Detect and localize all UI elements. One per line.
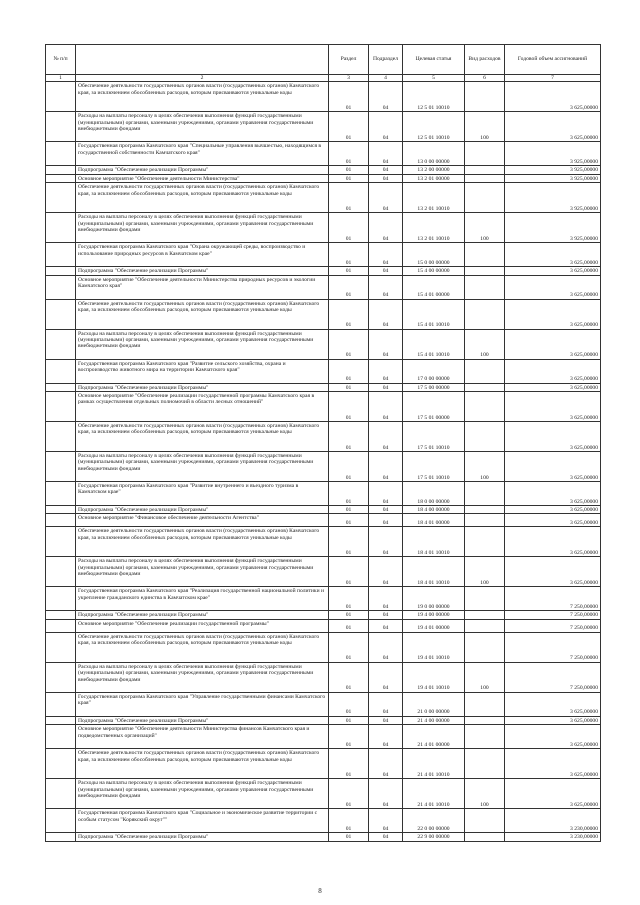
- cell-name: Расходы на выплаты персоналу в целях обеспечения выполнения функций государственными (муниципальными) органами, казенными учреждениями, органами управления государственными внебюджетными фондами: [76, 452, 329, 482]
- cell-podrazdel: 04: [369, 506, 403, 514]
- cell-name: Обеспечение деятельности государственных органов власти (государственных органов) Камчатского края, за исключением обособленных расходов, которым присваиваются уникальные коды: [76, 82, 329, 112]
- cell-vid: [465, 716, 505, 724]
- cell-target: 21 4 01 00000: [403, 725, 465, 749]
- cell-razdel: 01: [329, 619, 369, 632]
- cell-vid: [465, 275, 505, 299]
- cell-target: 17 0 00 00000: [403, 359, 465, 383]
- cell-sum: 7 250,00000: [505, 587, 601, 611]
- cell-vid: [465, 299, 505, 329]
- cell-name: Государственная программа Камчатского края "Управление государственными финансами Камчатского края": [76, 692, 329, 716]
- cell-num: [46, 112, 76, 142]
- cell-sum: 3 625,00000: [505, 557, 601, 587]
- cell-name: Расходы на выплаты персоналу в целях обеспечения выполнения функций государственными (муниципальными) органами, казенными учреждениями, органами управления государственными внебюджетными фондами: [76, 213, 329, 243]
- cell-sum: 3 625,00000: [505, 329, 601, 359]
- cell-podrazdel: 04: [369, 619, 403, 632]
- cell-sum: 3 625,00000: [505, 506, 601, 514]
- cell-podrazdel: 04: [369, 383, 403, 391]
- table-row: [46, 527, 601, 557]
- table-row: [46, 275, 601, 299]
- cell-vid: [465, 611, 505, 619]
- budget-table: [45, 44, 601, 842]
- cell-target: 21 4 01 10010: [403, 779, 465, 809]
- cell-podrazdel: 04: [369, 452, 403, 482]
- table-row: [46, 213, 601, 243]
- cell-name: Государственная программа Камчатского края "Реализация государственной национальной политики и укрепление гражданского единства в Камчатском крае": [76, 587, 329, 611]
- cell-target: 17 5 00 00000: [403, 383, 465, 391]
- table-row: [46, 299, 601, 329]
- cell-podrazdel: 04: [369, 112, 403, 142]
- cell-target: 19 4 01 10010: [403, 662, 465, 692]
- table-row: [46, 142, 601, 166]
- cell-num: [46, 359, 76, 383]
- cell-vid: [465, 749, 505, 779]
- cell-sum: 3 625,00000: [505, 267, 601, 275]
- cell-razdel: 01: [329, 243, 369, 267]
- cell-razdel: 01: [329, 662, 369, 692]
- cell-sum: 3 925,00000: [505, 213, 601, 243]
- cell-razdel: 01: [329, 716, 369, 724]
- cell-name: Основное мероприятие "Финансовое обеспечение деятельности Агентства": [76, 514, 329, 527]
- cell-sum: 3 230,00000: [505, 809, 601, 833]
- cell-sum: 3 625,00000: [505, 716, 601, 724]
- cell-num: [46, 183, 76, 213]
- cell-podrazdel: 04: [369, 183, 403, 213]
- cell-num: [46, 392, 76, 422]
- cell-razdel: 01: [329, 809, 369, 833]
- cell-razdel: 01: [329, 422, 369, 452]
- cell-vid: [465, 833, 505, 841]
- cell-vid: [465, 725, 505, 749]
- cell-target: 18 4 01 10010: [403, 557, 465, 587]
- cell-name: Подпрограмма "Обеспечение реализации Программы": [76, 611, 329, 619]
- cell-razdel: 01: [329, 82, 369, 112]
- cell-name: Расходы на выплаты персоналу в целях обеспечения выполнения функций государственными (муниципальными) органами, казенными учреждениями, органами управления государственными внебюджетными фондами: [76, 662, 329, 692]
- cell-target: 15 4 01 10010: [403, 329, 465, 359]
- table-body: [46, 82, 601, 841]
- cell-podrazdel: 04: [369, 142, 403, 166]
- table-row: [46, 632, 601, 662]
- cell-sum: 3 625,00000: [505, 692, 601, 716]
- table-row: [46, 716, 601, 724]
- cell-vid: 100: [465, 329, 505, 359]
- cell-sum: 3 625,00000: [505, 422, 601, 452]
- cell-sum: 3 625,00000: [505, 392, 601, 422]
- cell-sum: 3 925,00000: [505, 183, 601, 213]
- header-sum: Годовой объем ассигнований: [505, 45, 601, 75]
- cell-name: Основное мероприятие "Обеспечение деятельности Министерства финансов Камчатского края и подведомственных организаций": [76, 725, 329, 749]
- cell-name: Государственная программа Камчатского края "Охрана окружающей среды, воспроизводство и использование природных ресурсов в Камчатском крае": [76, 243, 329, 267]
- cell-podrazdel: 04: [369, 392, 403, 422]
- cell-name: Основное мероприятие "Обеспечение реализации государственной программы Камчатского края в рамках осуществления отдельных полномочий в области лесных отношений": [76, 392, 329, 422]
- cell-sum: 3 625,00000: [505, 82, 601, 112]
- cell-razdel: 01: [329, 692, 369, 716]
- cell-target: 17 5 01 10010: [403, 422, 465, 452]
- cell-vid: [465, 267, 505, 275]
- cell-num: [46, 267, 76, 275]
- cell-num: [46, 833, 76, 841]
- cell-name: Подпрограмма "Обеспечение реализации Программы": [76, 833, 329, 841]
- cell-podrazdel: 04: [369, 174, 403, 182]
- header-podrazdel: Подраздел: [369, 45, 403, 75]
- cell-name: Расходы на выплаты персоналу в целях обеспечения выполнения функций государственными (муниципальными) органами, казенными учреждениями, органами управления государственными внебюджетными фондами: [76, 779, 329, 809]
- cell-target: 15 4 00 00000: [403, 267, 465, 275]
- cell-name: Обеспечение деятельности государственных органов власти (государственных органов) Камчатского края, за исключением обособленных расходов, которым присваиваются уникальные коды: [76, 299, 329, 329]
- column-index-row: [46, 75, 601, 82]
- cell-target: 15 4 01 00000: [403, 275, 465, 299]
- table-row: [46, 514, 601, 527]
- cell-target: 15 0 00 00000: [403, 243, 465, 267]
- table-header-row: [46, 45, 601, 75]
- cell-podrazdel: 04: [369, 422, 403, 452]
- cell-num: [46, 275, 76, 299]
- cell-vid: [465, 632, 505, 662]
- table-row: [46, 833, 601, 841]
- cell-sum: 3 625,00000: [505, 482, 601, 506]
- cell-name: Подпрограмма "Обеспечение реализации Программы": [76, 267, 329, 275]
- cell-podrazdel: 04: [369, 166, 403, 174]
- cell-podrazdel: 04: [369, 587, 403, 611]
- cell-target: 19 4 01 00000: [403, 619, 465, 632]
- cell-razdel: 01: [329, 329, 369, 359]
- cell-podrazdel: 04: [369, 716, 403, 724]
- cell-sum: 3 625,00000: [505, 514, 601, 527]
- cell-name: Государственная программа Камчатского края "Развитие внутреннего и въездного туризма в Камчатском крае": [76, 482, 329, 506]
- cell-target: 19 4 01 10010: [403, 632, 465, 662]
- cell-vid: [465, 82, 505, 112]
- cell-name: Основное мероприятие "Обеспечение деятельности Министерства": [76, 174, 329, 182]
- header-target: Целевая статья: [403, 45, 465, 75]
- table-row: [46, 692, 601, 716]
- table-row: [46, 452, 601, 482]
- cell-podrazdel: 04: [369, 359, 403, 383]
- table-row: [46, 611, 601, 619]
- cell-vid: 100: [465, 779, 505, 809]
- cell-razdel: 01: [329, 514, 369, 527]
- cell-sum: 3 625,00000: [505, 779, 601, 809]
- cell-podrazdel: 04: [369, 692, 403, 716]
- cell-podrazdel: 04: [369, 662, 403, 692]
- cell-sum: 3 230,00000: [505, 833, 601, 841]
- cell-name: Подпрограмма "Обеспечение реализации Программы": [76, 166, 329, 174]
- cell-vid: [465, 514, 505, 527]
- table-row: [46, 243, 601, 267]
- column-index: 4: [369, 75, 403, 82]
- cell-podrazdel: 04: [369, 82, 403, 112]
- cell-name: Обеспечение деятельности государственных органов власти (государственных органов) Камчатского края, за исключением обособленных расходов, которым присваиваются уникальные коды: [76, 749, 329, 779]
- cell-razdel: 01: [329, 142, 369, 166]
- cell-target: 21 0 00 00000: [403, 692, 465, 716]
- cell-num: [46, 142, 76, 166]
- cell-razdel: 01: [329, 779, 369, 809]
- table-row: [46, 749, 601, 779]
- cell-target: 17 5 01 00000: [403, 392, 465, 422]
- cell-razdel: 01: [329, 383, 369, 391]
- cell-name: Подпрограмма "Обеспечение реализации Программы": [76, 716, 329, 724]
- cell-num: [46, 213, 76, 243]
- table-row: [46, 422, 601, 452]
- cell-sum: 3 625,00000: [505, 383, 601, 391]
- cell-vid: 100: [465, 662, 505, 692]
- cell-name: Основное мероприятие "Обеспечение реализации государственной программы": [76, 619, 329, 632]
- cell-target: 17 5 01 10010: [403, 452, 465, 482]
- cell-razdel: 01: [329, 725, 369, 749]
- cell-razdel: 01: [329, 359, 369, 383]
- cell-num: [46, 779, 76, 809]
- cell-vid: 100: [465, 112, 505, 142]
- table-row: [46, 809, 601, 833]
- cell-target: 15 4 01 10010: [403, 299, 465, 329]
- cell-num: [46, 514, 76, 527]
- cell-razdel: 01: [329, 452, 369, 482]
- cell-podrazdel: 04: [369, 275, 403, 299]
- table-row: [46, 662, 601, 692]
- cell-sum: 7 250,00000: [505, 632, 601, 662]
- cell-num: [46, 611, 76, 619]
- cell-name: Расходы на выплаты персоналу в целях обеспечения выполнения функций государственными (муниципальными) органами, казенными учреждениями, органами управления государственными внебюджетными фондами: [76, 112, 329, 142]
- cell-vid: [465, 359, 505, 383]
- cell-podrazdel: 04: [369, 299, 403, 329]
- cell-podrazdel: 04: [369, 329, 403, 359]
- cell-sum: 3 625,00000: [505, 112, 601, 142]
- cell-sum: 3 625,00000: [505, 725, 601, 749]
- cell-podrazdel: 04: [369, 557, 403, 587]
- cell-target: 18 0 00 00000: [403, 482, 465, 506]
- cell-razdel: 01: [329, 166, 369, 174]
- cell-vid: [465, 174, 505, 182]
- cell-sum: 3 925,00000: [505, 174, 601, 182]
- cell-vid: [465, 392, 505, 422]
- table-row: [46, 359, 601, 383]
- cell-name: Государственная программа Камчатского края "Социальное и экономическое развитие территории с особым статусом "Корякский округ"": [76, 809, 329, 833]
- cell-name: Обеспечение деятельности государственных органов власти (государственных органов) Камчатского края, за исключением обособленных расходов, которым присваиваются уникальные коды: [76, 632, 329, 662]
- cell-num: [46, 329, 76, 359]
- cell-razdel: 01: [329, 506, 369, 514]
- cell-vid: [465, 619, 505, 632]
- cell-name: Государственная программа Камчатского края "Специальные управления вычшестью, находящимся в государственной собственности Камчатского края": [76, 142, 329, 166]
- table-row: [46, 506, 601, 514]
- cell-sum: 3 625,00000: [505, 749, 601, 779]
- cell-vid: [465, 166, 505, 174]
- cell-razdel: 01: [329, 213, 369, 243]
- cell-num: [46, 809, 76, 833]
- cell-target: 12 5 01 10010: [403, 82, 465, 112]
- cell-razdel: 01: [329, 183, 369, 213]
- cell-num: [46, 452, 76, 482]
- cell-target: 22 9 00 00000: [403, 833, 465, 841]
- cell-sum: 3 625,00000: [505, 299, 601, 329]
- table-row: [46, 383, 601, 391]
- cell-podrazdel: 04: [369, 611, 403, 619]
- cell-target: 18 4 00 00000: [403, 506, 465, 514]
- cell-num: [46, 716, 76, 724]
- cell-podrazdel: 04: [369, 632, 403, 662]
- cell-sum: 3 625,00000: [505, 359, 601, 383]
- cell-target: 18 4 01 10010: [403, 527, 465, 557]
- cell-name: Обеспечение деятельности государственных органов власти (государственных органов) Камчатского края, за исключением обособленных расходов, которым присваиваются уникальные коды: [76, 422, 329, 452]
- table-row: [46, 166, 601, 174]
- budget-table-sheet: [45, 44, 600, 842]
- cell-sum: 3 925,00000: [505, 142, 601, 166]
- cell-razdel: 01: [329, 527, 369, 557]
- cell-vid: [465, 422, 505, 452]
- cell-target: 18 4 01 00000: [403, 514, 465, 527]
- cell-num: [46, 506, 76, 514]
- cell-vid: [465, 383, 505, 391]
- cell-num: [46, 749, 76, 779]
- column-index: 5: [403, 75, 465, 82]
- cell-name: Подпрограмма "Обеспечение реализации Программы": [76, 506, 329, 514]
- cell-vid: [465, 183, 505, 213]
- table-row: [46, 619, 601, 632]
- cell-razdel: 01: [329, 587, 369, 611]
- cell-target: 12 5 01 10010: [403, 112, 465, 142]
- cell-vid: [465, 587, 505, 611]
- cell-num: [46, 557, 76, 587]
- cell-target: 13 2 01 10010: [403, 183, 465, 213]
- cell-vid: 100: [465, 213, 505, 243]
- cell-target: 19 0 00 00000: [403, 587, 465, 611]
- table-row: [46, 779, 601, 809]
- cell-razdel: 01: [329, 392, 369, 422]
- header-vid: Вид расходов: [465, 45, 505, 75]
- cell-razdel: 01: [329, 275, 369, 299]
- cell-podrazdel: 04: [369, 809, 403, 833]
- cell-target: 13 2 01 10010: [403, 213, 465, 243]
- cell-sum: 3 625,00000: [505, 243, 601, 267]
- cell-razdel: 01: [329, 557, 369, 587]
- cell-name: Государственная программа Камчатского края "Развитие сельского хозяйства, охрана и воспроизводство животного мира на территории Камчатского края": [76, 359, 329, 383]
- cell-num: [46, 174, 76, 182]
- cell-vid: [465, 527, 505, 557]
- table-row: [46, 183, 601, 213]
- cell-num: [46, 619, 76, 632]
- cell-num: [46, 243, 76, 267]
- cell-num: [46, 166, 76, 174]
- cell-razdel: 01: [329, 482, 369, 506]
- cell-vid: [465, 142, 505, 166]
- cell-target: 13 0 00 00000: [403, 142, 465, 166]
- cell-razdel: 01: [329, 174, 369, 182]
- table-row: [46, 725, 601, 749]
- table-row: [46, 392, 601, 422]
- cell-podrazdel: 04: [369, 833, 403, 841]
- table-row: [46, 329, 601, 359]
- cell-num: [46, 82, 76, 112]
- cell-podrazdel: 04: [369, 213, 403, 243]
- cell-vid: [465, 506, 505, 514]
- cell-sum: 7 250,00000: [505, 611, 601, 619]
- cell-num: [46, 662, 76, 692]
- cell-vid: [465, 243, 505, 267]
- cell-podrazdel: 04: [369, 527, 403, 557]
- cell-num: [46, 527, 76, 557]
- cell-podrazdel: 04: [369, 267, 403, 275]
- table-row: [46, 82, 601, 112]
- table-row: [46, 482, 601, 506]
- cell-target: 21 4 00 00000: [403, 716, 465, 724]
- cell-podrazdel: 04: [369, 779, 403, 809]
- cell-sum: 3 925,00000: [505, 166, 601, 174]
- cell-vid: 100: [465, 452, 505, 482]
- cell-name: Обеспечение деятельности государственных органов власти (государственных органов) Камчатского края, за исключением обособленных расходов, которым присваиваются уникальные коды: [76, 183, 329, 213]
- page-number: 8: [318, 887, 322, 895]
- cell-sum: 7 250,00000: [505, 662, 601, 692]
- cell-razdel: 01: [329, 632, 369, 662]
- cell-vid: [465, 482, 505, 506]
- cell-num: [46, 692, 76, 716]
- cell-name: Расходы на выплаты персоналу в целях обеспечения выполнения функций государственными (муниципальными) органами, казенными учреждениями, органами управления государственными внебюджетными фондами: [76, 557, 329, 587]
- cell-vid: [465, 692, 505, 716]
- cell-sum: 3 625,00000: [505, 527, 601, 557]
- cell-num: [46, 725, 76, 749]
- cell-vid: [465, 809, 505, 833]
- table-row: [46, 557, 601, 587]
- cell-target: 22 0 00 00000: [403, 809, 465, 833]
- cell-razdel: 01: [329, 299, 369, 329]
- column-index: 2: [76, 75, 329, 82]
- cell-name: Расходы на выплаты персоналу в целях обеспечения выполнения функций государственными (муниципальными) органами, казенными учреждениями, органами управления государственными внебюджетными фондами: [76, 329, 329, 359]
- cell-sum: 3 625,00000: [505, 275, 601, 299]
- header-name: [76, 45, 329, 75]
- column-index: 7: [505, 75, 601, 82]
- cell-vid: 100: [465, 557, 505, 587]
- cell-target: 21 4 01 10010: [403, 749, 465, 779]
- table-row: [46, 112, 601, 142]
- cell-name: Основное мероприятие "Обеспечение деятельности Министерства природных ресурсов и экологии Камчатского края": [76, 275, 329, 299]
- cell-target: 13 2 01 00000: [403, 174, 465, 182]
- cell-razdel: 01: [329, 611, 369, 619]
- cell-podrazdel: 04: [369, 749, 403, 779]
- cell-num: [46, 482, 76, 506]
- cell-podrazdel: 04: [369, 725, 403, 749]
- cell-target: 13 2 00 00000: [403, 166, 465, 174]
- column-index: 3: [329, 75, 369, 82]
- cell-razdel: 01: [329, 749, 369, 779]
- cell-razdel: 01: [329, 833, 369, 841]
- column-index: 1: [46, 75, 76, 82]
- cell-podrazdel: 04: [369, 482, 403, 506]
- table-row: [46, 174, 601, 182]
- cell-num: [46, 383, 76, 391]
- cell-name: Обеспечение деятельности государственных органов власти (государственных органов) Камчатского края, за исключением обособленных расходов, которым присваиваются уникальные коды: [76, 527, 329, 557]
- column-index: 6: [465, 75, 505, 82]
- cell-name: Подпрограмма "Обеспечение реализации Программы": [76, 383, 329, 391]
- cell-sum: 3 625,00000: [505, 452, 601, 482]
- cell-num: [46, 632, 76, 662]
- cell-razdel: 01: [329, 112, 369, 142]
- cell-razdel: 01: [329, 267, 369, 275]
- cell-podrazdel: 04: [369, 514, 403, 527]
- cell-podrazdel: 04: [369, 243, 403, 267]
- cell-num: [46, 299, 76, 329]
- header-razdel: Раздел: [329, 45, 369, 75]
- cell-num: [46, 422, 76, 452]
- cell-target: 19 4 00 00000: [403, 611, 465, 619]
- cell-num: [46, 587, 76, 611]
- table-row: [46, 267, 601, 275]
- table-row: [46, 587, 601, 611]
- cell-sum: 7 250,00000: [505, 619, 601, 632]
- header-num: № п/п: [46, 45, 76, 75]
